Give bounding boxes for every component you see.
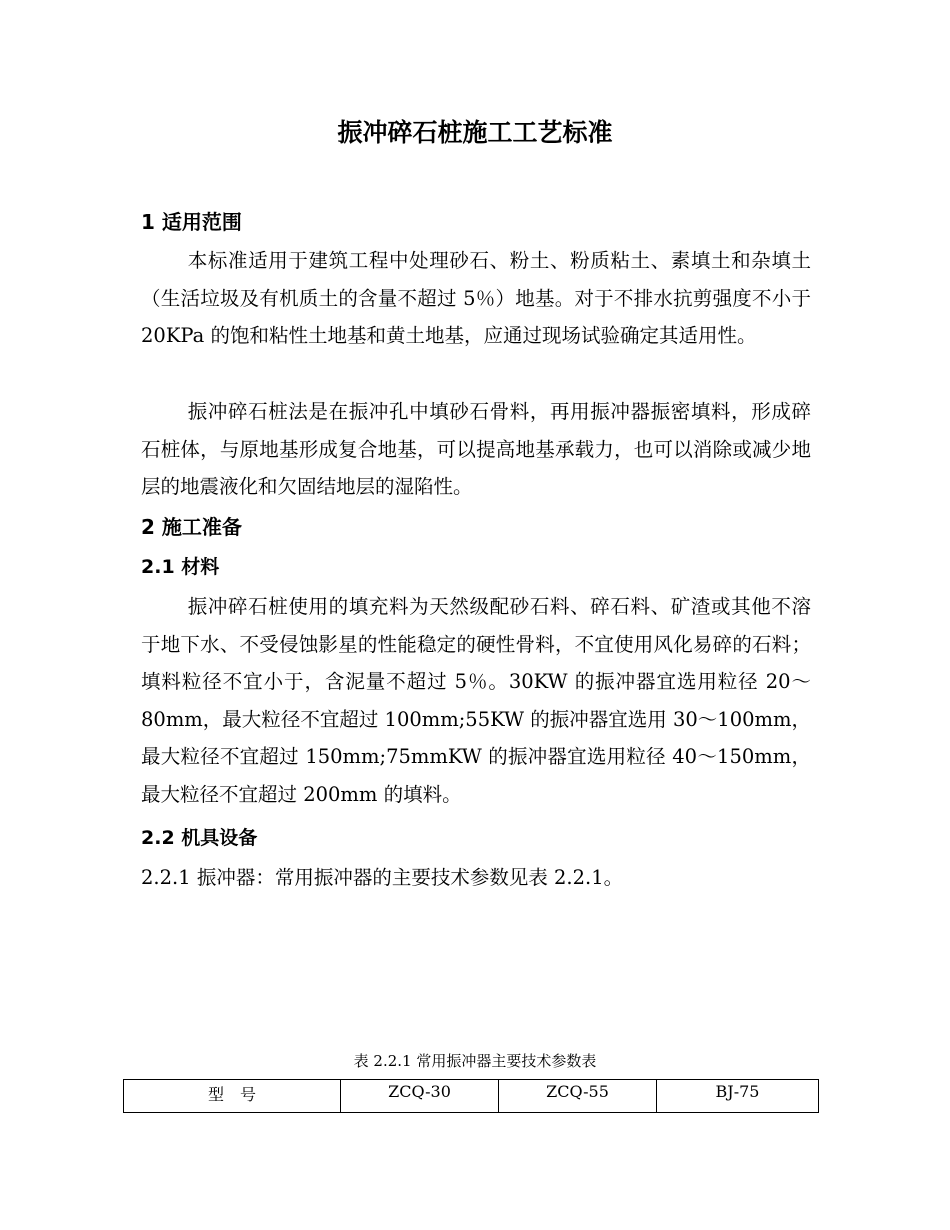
section-1-heading: 1 适用范围 (141, 210, 242, 234)
parameter-table (123, 1079, 819, 1113)
paragraph-scope: 本标准适用于建筑工程中处理砂石、粉土、粉质粘土、素填土和杂填土（生活垃圾及有机质土的含量不超过 5％）地基。对于不排水抗剪强度不小于 20KPa 的饱和粘性土地基和黄土地基，应通过现场试验确定其适用性。 (141, 249, 811, 347)
paragraph-method: 振冲碎石桩法是在振冲孔中填砂石骨料，再用振冲器振密填料，形成碎石桩体，与原地基形成复合地基，可以提高地基承载力，也可以消除或减少地层的地震液化和欠固结地层的湿陷性。 (141, 400, 811, 498)
header-cell-zcq55: ZCQ-55 (499, 1080, 657, 1113)
paragraph-vibrator: 2.2.1 振冲器：常用振冲器的主要技术参数见表 2.2.1。 (141, 866, 624, 889)
header-cell-bj75: BJ-75 (657, 1080, 819, 1113)
section-2-1-heading: 2.1 材料 (141, 556, 220, 578)
header-cell-model: 型 号 (124, 1080, 341, 1113)
section-2-2-heading: 2.2 机具设备 (141, 827, 258, 849)
section-2-heading: 2 施工准备 (141, 515, 242, 539)
header-cell-zcq30: ZCQ-30 (341, 1080, 499, 1113)
table-header-row (124, 1080, 819, 1113)
page-title: 振冲碎石桩施工工艺标准 (337, 118, 613, 147)
paragraph-materials: 振冲碎石桩使用的填充料为天然级配砂石料、碎石料、矿渣或其他不溶于地下水、不受侵蚀影星的性能稳定的硬性骨料，不宜使用风化易碎的石料；填料粒径不宜小于，含泥量不超过 5％。30KW 的振冲器宜选用粒径 20～80mm，最大粒径不宜超过 100mm;55KW 的振冲器宜选用 30～100mm，最大粒径不宜超过 150mm;75mmKW 的振冲器宜选用粒径 40～150mm，最大粒径不宜超过 200mm 的填料。 (141, 595, 811, 806)
table-caption: 表 2.2.1 常用振冲器主要技术参数表 (353, 1052, 597, 1070)
